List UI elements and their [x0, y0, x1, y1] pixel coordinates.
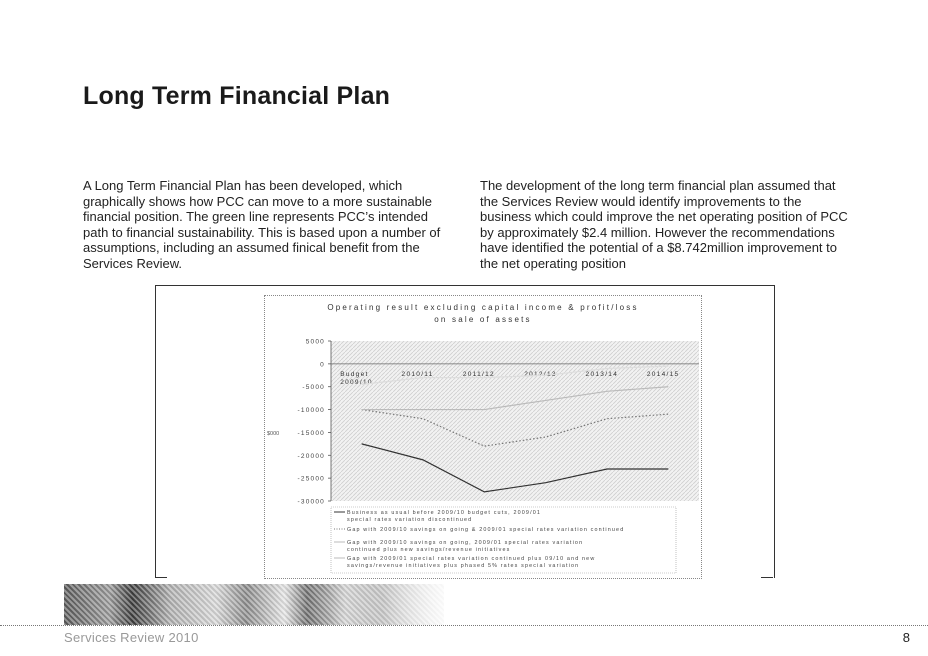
x-category-label: 2013/14 — [585, 370, 619, 378]
page-number: 8 — [902, 630, 910, 645]
y-tick-label: 0 — [320, 361, 325, 369]
chart-title-line2: on sale of assets — [434, 315, 532, 324]
y-tick-label: -30000 — [297, 498, 325, 506]
y-tick-label: 5000 — [305, 338, 325, 346]
chart-title: Operating result excluding capital income & profit/loss — [327, 303, 639, 312]
legend-label-4: Gap with 2009/01 special rates variation continued plus 09/10 and new savings/revenue initiatives plus phased 5% rates special variation — [347, 556, 596, 569]
chart-frame-foot-left — [155, 577, 167, 578]
intro-paragraph: A Long Term Financial Plan has been developed, which graphically shows how PCC can move to a more sustainable financial position. The green line represents PCC’s intended path to financial sustainability. This is based upon a number of assumptions, including an assumed finical benefit from the Services Review. — [83, 178, 441, 271]
footer-title: Services Review 2010 — [64, 630, 199, 645]
detail-paragraph: The development of the long term financial plan assumed that the Services Review would identify improvements to the business which could improve the net operating position of PCC by approximately $2.4 million. However the recommendations have identified the potential of a $8.742million improvement to the net operating position — [480, 178, 848, 271]
y-tick-label: -10000 — [297, 407, 325, 415]
chart-frame-foot-right — [761, 577, 773, 578]
y-axis-label: $000 — [267, 430, 280, 437]
legend-label-2: Gap with 2009/10 savings on going & 2009/01 special rates variation continued — [347, 527, 625, 533]
x-category-label: 2010/11 — [401, 370, 434, 378]
x-category-label: 2012/13 — [524, 370, 557, 378]
y-tick-label: -15000 — [297, 429, 325, 437]
photo-strip-image — [64, 584, 444, 625]
page-title: Long Term Financial Plan — [83, 82, 391, 110]
chart-container — [264, 295, 702, 579]
legend-label-3: Gap with 2009/10 savings on going, 2009/01 special rates variation continued plus new savings/revenue initiatives — [347, 540, 584, 553]
operating-result-chart — [265, 296, 701, 578]
footer-divider — [0, 625, 928, 626]
y-tick-label: -5000 — [302, 384, 325, 392]
x-category-label: 2014/15 — [646, 370, 680, 378]
y-tick-label: -20000 — [297, 452, 325, 460]
legend-label-1: Business as usual before 2009/10 budget cuts, 2009/01 special rates variation discontinued — [347, 510, 542, 523]
x-category-label: Budget 2009/10 — [340, 370, 373, 386]
x-category-label: 2011/12 — [462, 370, 495, 378]
y-tick-label: -25000 — [297, 475, 325, 483]
plot-area — [331, 341, 699, 501]
